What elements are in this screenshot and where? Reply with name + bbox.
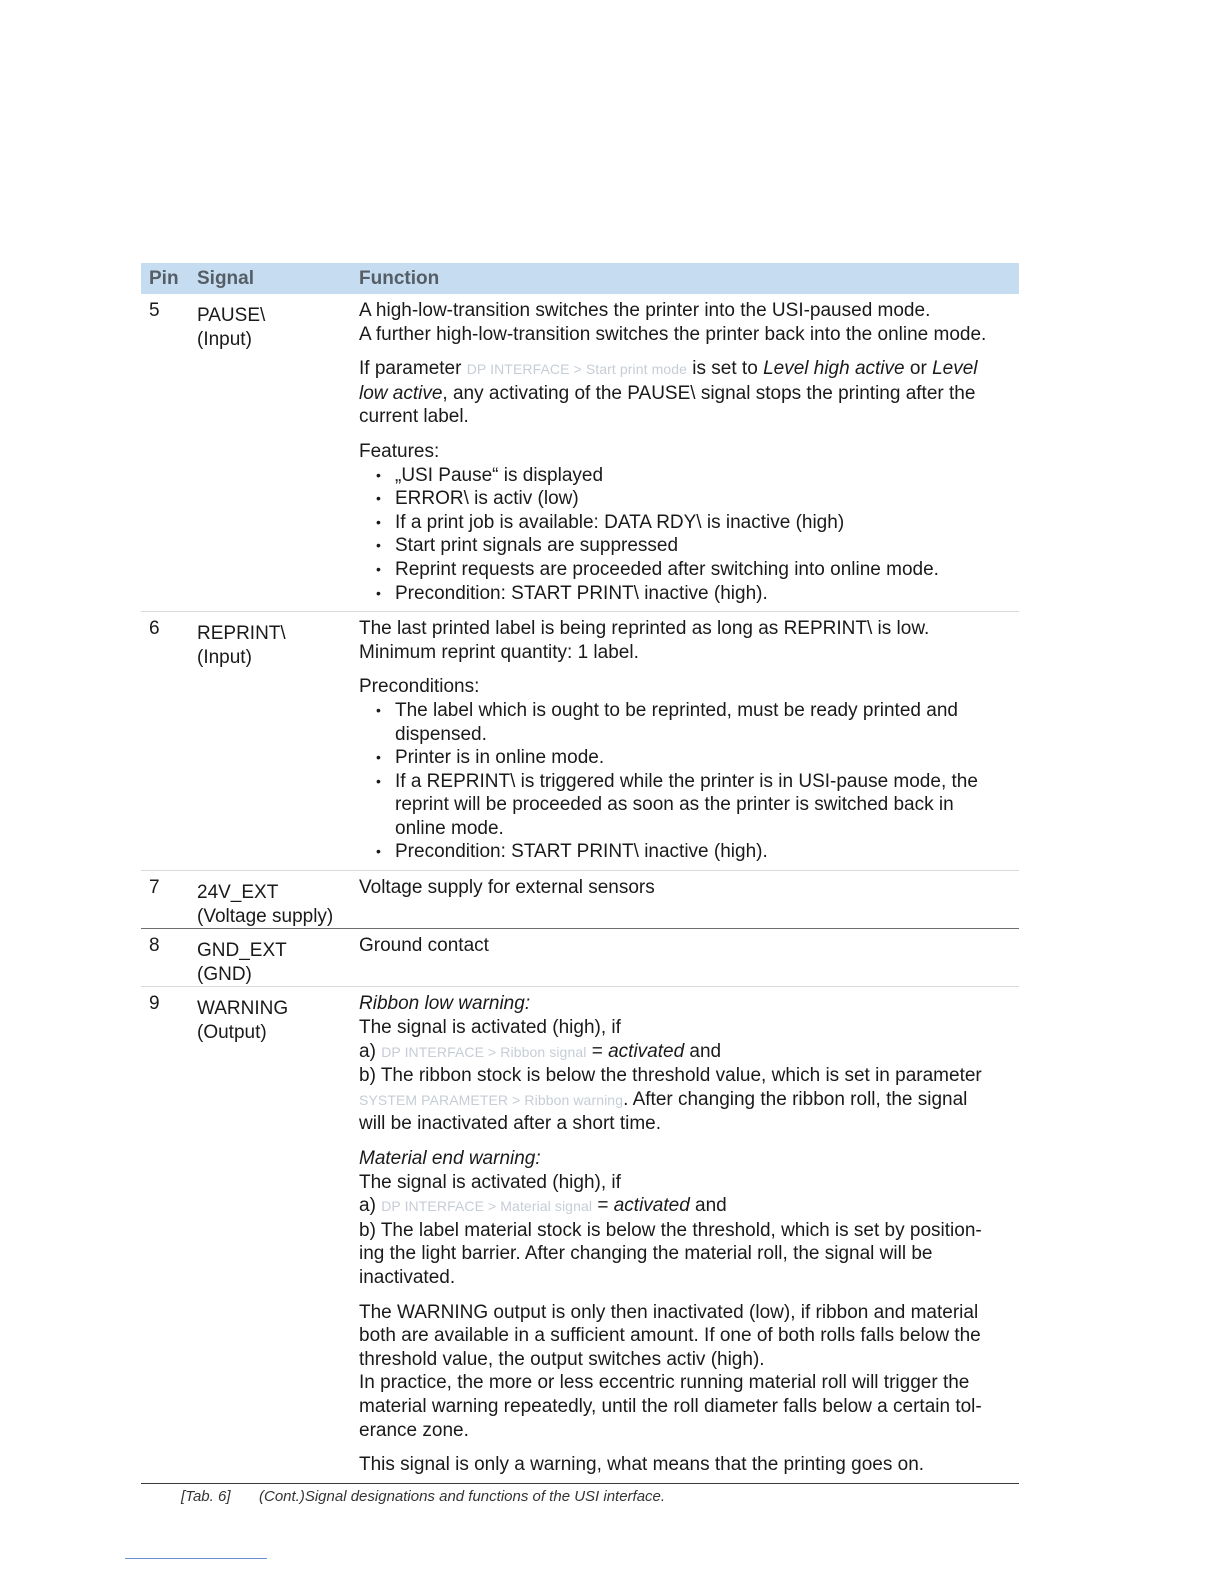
text-line: inactivated. bbox=[359, 1266, 456, 1288]
text: . After changing the ribbon roll, the signal bbox=[623, 1088, 968, 1110]
function-cell bbox=[359, 612, 1019, 870]
list-item bbox=[359, 770, 1019, 841]
list-item: • Precondition: START PRINT\ inactive (high). bbox=[359, 582, 1019, 606]
text-line: reprint will be proceeded as soon as the printer is switched back in bbox=[395, 794, 954, 816]
text-line: The signal is activated (high), if bbox=[359, 1171, 621, 1193]
signal-type: (Output) bbox=[197, 1022, 267, 1044]
table-row bbox=[141, 987, 1019, 1483]
menu-path: DP INTERFACE > Material signal bbox=[381, 1198, 593, 1215]
signal-cell bbox=[189, 871, 359, 928]
text-line: dispensed. bbox=[395, 723, 487, 745]
list-item: • If a print job is available: DATA RDY\ is inactive (high) bbox=[359, 511, 1019, 535]
text: = bbox=[586, 1040, 609, 1062]
emphasis: Level high active bbox=[763, 358, 905, 380]
text-line: ing the light barrier. After changing the material roll, the signal will be bbox=[359, 1243, 933, 1265]
text-line bbox=[359, 357, 1019, 382]
subheading: Material end warning: bbox=[359, 1148, 541, 1169]
text-line: • If a REPRINT\ is triggered while the printer is in USI-pause mode, the bbox=[395, 770, 978, 792]
signal-cell bbox=[189, 987, 359, 1482]
signal-name: GND_EXT bbox=[197, 940, 287, 962]
paragraph bbox=[359, 440, 1019, 605]
pin-number: 8 bbox=[149, 935, 160, 957]
paragraph bbox=[359, 1301, 1019, 1443]
subheading: Ribbon low warning: bbox=[359, 993, 531, 1015]
list-label: Preconditions: bbox=[359, 676, 480, 698]
text-line: current label. bbox=[359, 406, 469, 428]
list-item: • Start print signals are suppressed bbox=[359, 534, 1019, 558]
text-line: • Precondition: START PRINT\ inactive (high). bbox=[395, 841, 768, 863]
preconditions-list bbox=[359, 699, 1019, 864]
text: , any activating of the PAUSE\ signal stops the printing after the bbox=[442, 382, 976, 404]
text: If parameter bbox=[359, 358, 467, 380]
text: = bbox=[592, 1195, 614, 1217]
function-cell bbox=[359, 294, 1019, 611]
text-line: The signal is activated (high), if bbox=[359, 1017, 621, 1039]
list-item: • ERROR\ is activ (low) bbox=[359, 487, 1019, 511]
signal-cell bbox=[189, 294, 359, 611]
list-item bbox=[359, 699, 1019, 746]
table-header bbox=[141, 263, 1019, 294]
text-line: threshold value, the output switches activ (high). bbox=[359, 1348, 765, 1370]
list-item: • Reprint requests are proceeded after switching into online mode. bbox=[359, 558, 1019, 582]
pin-number: 7 bbox=[149, 877, 160, 899]
list-item bbox=[359, 840, 1019, 864]
features-list bbox=[359, 464, 1019, 606]
menu-path: DP INTERFACE > Ribbon signal bbox=[381, 1043, 587, 1060]
paragraph bbox=[359, 617, 1019, 664]
emphasis: Level bbox=[932, 358, 978, 380]
paragraph bbox=[359, 1453, 1019, 1477]
text-line: Minimum reprint quantity: 1 label. bbox=[359, 641, 639, 663]
text-line: The last printed label is being reprinted as long as REPRINT\ is low. bbox=[359, 618, 930, 640]
signal-type: (GND) bbox=[197, 963, 252, 985]
paragraph bbox=[359, 299, 1019, 346]
text-line: erance zone. bbox=[359, 1419, 469, 1441]
text: and bbox=[684, 1040, 722, 1062]
text-line: b) The label material stock is below the threshold, which is set by position- bbox=[359, 1219, 982, 1241]
emphasis: low active bbox=[359, 382, 443, 404]
text: or bbox=[904, 358, 933, 380]
pin-number: 5 bbox=[149, 300, 160, 321]
text-line bbox=[359, 1088, 1019, 1113]
list-item bbox=[359, 746, 1019, 770]
list-item: • „USI Pause“ is displayed bbox=[359, 464, 1019, 488]
signal-cell bbox=[189, 929, 359, 986]
signal-table bbox=[141, 263, 1019, 1484]
menu-path: SYSTEM PARAMETER > Ribbon warning bbox=[359, 1091, 624, 1108]
paragraph bbox=[359, 992, 1019, 1136]
table-row bbox=[141, 871, 1019, 929]
emphasis: activated bbox=[608, 1040, 685, 1062]
caption-text: (Cont.)Signal designations and functions of the USI interface. bbox=[259, 1488, 666, 1505]
paragraph bbox=[359, 357, 1019, 429]
text-line bbox=[359, 382, 1019, 406]
text: a) bbox=[359, 1040, 382, 1062]
signal-name: WARNING bbox=[197, 998, 289, 1020]
table-row bbox=[141, 612, 1019, 871]
text-line: Voltage supply for external sensors bbox=[359, 877, 655, 899]
table-caption bbox=[181, 1488, 665, 1505]
list-label: Features: bbox=[359, 440, 440, 462]
signal-cell bbox=[189, 612, 359, 870]
text: and bbox=[689, 1195, 727, 1217]
text-line: b) The ribbon stock is below the threshold value, which is set in parameter bbox=[359, 1065, 982, 1087]
text-line: both are available in a sufficient amount. If one of both rolls falls below the bbox=[359, 1325, 981, 1347]
text-line: In practice, the more or less eccentric running material roll will trigger the bbox=[359, 1372, 970, 1394]
function-cell bbox=[359, 987, 1019, 1482]
text-line: will be inactivated after a short time. bbox=[359, 1113, 662, 1135]
signal-name: PAUSE\ bbox=[197, 305, 266, 326]
text-line: • Printer is in online mode. bbox=[395, 747, 605, 769]
signal-type: (Input) bbox=[197, 328, 252, 350]
signal-type: (Input) bbox=[197, 646, 252, 668]
text: a) bbox=[359, 1195, 382, 1217]
text-line: material warning repeatedly, until the roll diameter falls below a certain tol- bbox=[359, 1395, 982, 1417]
text-line: • The label which is ought to be reprinted, must be ready printed and bbox=[395, 699, 958, 721]
table-row bbox=[141, 294, 1019, 612]
text: is set to bbox=[687, 358, 764, 380]
emphasis: activated bbox=[613, 1195, 690, 1217]
text-line: This signal is only a warning, what means that the printing goes on. bbox=[359, 1454, 925, 1476]
text-line: Ground contact bbox=[359, 935, 489, 957]
signal-name: 24V_EXT bbox=[197, 882, 279, 904]
table-row bbox=[141, 929, 1019, 987]
signal-type: (Voltage supply) bbox=[197, 905, 334, 927]
text-line bbox=[359, 1040, 1019, 1065]
text-line: A high-low-transition switches the printer into the USI-paused mode. bbox=[359, 300, 931, 321]
header-pin: Pin bbox=[149, 267, 179, 289]
paragraph bbox=[359, 1147, 1019, 1290]
function-cell bbox=[359, 929, 1019, 986]
text-line bbox=[359, 1194, 1019, 1219]
header-function: Function bbox=[359, 267, 440, 289]
signal-name: REPRINT\ bbox=[197, 623, 286, 645]
text-line: The WARNING output is only then inactivated (low), if ribbon and material bbox=[359, 1301, 979, 1323]
pin-number: 9 bbox=[149, 993, 160, 1015]
pin-number: 6 bbox=[149, 618, 160, 640]
function-cell bbox=[359, 871, 1019, 928]
caption-tab-number: [Tab. 6] bbox=[181, 1488, 231, 1505]
footnote-separator bbox=[125, 1558, 267, 1559]
paragraph bbox=[359, 675, 1019, 864]
text-line: A further high-low-transition switches the printer back into the online mode. bbox=[359, 323, 987, 345]
menu-path: DP INTERFACE > Start print mode bbox=[466, 361, 688, 378]
header-signal: Signal bbox=[197, 267, 255, 289]
text-line: online mode. bbox=[395, 817, 504, 839]
